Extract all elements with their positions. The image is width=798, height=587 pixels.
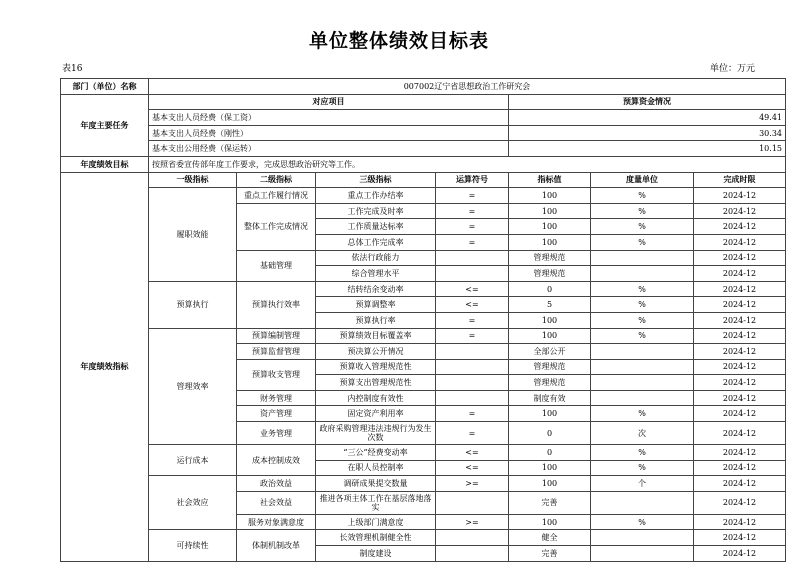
deadline: 2024-12: [694, 344, 786, 360]
performance-table: [60, 78, 786, 562]
level3-indicator: 推进各项主体工作在基层落地落实: [316, 491, 436, 514]
operator: =: [436, 406, 509, 422]
measure-unit: %: [591, 219, 694, 235]
measure-unit: %: [591, 445, 694, 461]
deadline: 2024-12: [694, 546, 786, 562]
indicator-value: 0: [509, 445, 591, 461]
measure-unit: 个: [591, 476, 694, 492]
header-l1: 一级指标: [149, 172, 237, 188]
level3-indicator: 长效管理机制健全性: [316, 530, 436, 546]
level1-indicator: 履职效能: [149, 188, 237, 282]
indicator-value: 管理规范: [509, 250, 591, 266]
level1-indicator: 管理效率: [149, 328, 237, 445]
dept-value: 007002辽宁省思想政治工作研究会: [149, 79, 786, 95]
indicator-value: 管理规范: [509, 375, 591, 391]
header-val: 指标值: [509, 172, 591, 188]
indicator-value: 健全: [509, 530, 591, 546]
deadline: 2024-12: [694, 530, 786, 546]
measure-unit: [591, 390, 694, 406]
level2-indicator: 业务管理: [237, 422, 316, 445]
indicator-value: 全部公开: [509, 344, 591, 360]
level3-indicator: 内控制度有效性: [316, 390, 436, 406]
indicator-value: 管理规范: [509, 266, 591, 282]
indicator-row: [61, 281, 786, 297]
deadline: 2024-12: [694, 514, 786, 530]
operator: =: [436, 188, 509, 204]
level3-indicator: 结转结余变动率: [316, 281, 436, 297]
measure-unit: %: [591, 328, 694, 344]
level3-indicator: 在职人员控制率: [316, 460, 436, 476]
indicator-row: [61, 530, 786, 546]
operator: [436, 375, 509, 391]
indicator-row: [61, 476, 786, 492]
header-op: 运算符号: [436, 172, 509, 188]
indicator-value: 100: [509, 203, 591, 219]
deadline: 2024-12: [694, 445, 786, 461]
level3-indicator: 固定资产利用率: [316, 406, 436, 422]
level2-indicator: 预算执行效率: [237, 281, 316, 328]
level2-indicator: 整体工作完成情况: [237, 203, 316, 250]
level3-indicator: 综合管理水平: [316, 266, 436, 282]
level2-indicator: 资产管理: [237, 406, 316, 422]
measure-unit: %: [591, 281, 694, 297]
level2-indicator: 财务管理: [237, 390, 316, 406]
measure-unit: %: [591, 203, 694, 219]
operator: [436, 491, 509, 514]
deadline: 2024-12: [694, 188, 786, 204]
deadline: 2024-12: [694, 460, 786, 476]
level3-indicator: 预算收入管理规范性: [316, 359, 436, 375]
level1-indicator: 可持续性: [149, 530, 237, 561]
indicator-value: 完善: [509, 491, 591, 514]
tasks-header-row: [61, 94, 786, 110]
deadline: 2024-12: [694, 312, 786, 328]
indicator-value: 100: [509, 219, 591, 235]
goal-label: 年度绩效目标: [61, 156, 149, 172]
task-item: 基本支出人员经费（刚性）: [149, 125, 509, 141]
page-title: 单位整体绩效目标表: [308, 30, 489, 52]
indicator-value: 100: [509, 328, 591, 344]
dept-label: 部门（单位）名称: [61, 79, 149, 95]
table-number: 表16: [62, 64, 83, 74]
operator: =: [436, 219, 509, 235]
operator: [436, 359, 509, 375]
deadline: 2024-12: [694, 234, 786, 250]
deadline: 2024-12: [694, 266, 786, 282]
measure-unit: %: [591, 406, 694, 422]
level1-indicator: 运行成本: [149, 445, 237, 476]
level3-indicator: “三公”经费变动率: [316, 445, 436, 461]
operator: =: [436, 328, 509, 344]
indicator-header-row: [61, 172, 786, 188]
level3-indicator: 预决算公开情况: [316, 344, 436, 360]
indicator-value: 5: [509, 297, 591, 313]
measure-unit: [591, 530, 694, 546]
level3-indicator: 重点工作办结率: [316, 188, 436, 204]
measure-unit: [591, 250, 694, 266]
level2-indicator: 预算编制管理: [237, 328, 316, 344]
tasks-col-item: 对应项目: [149, 94, 509, 110]
measure-unit: [591, 359, 694, 375]
operator: [436, 530, 509, 546]
deadline: 2024-12: [694, 297, 786, 313]
operator: [436, 266, 509, 282]
indicator-value: 100: [509, 234, 591, 250]
measure-unit: %: [591, 297, 694, 313]
indicator-value: 100: [509, 476, 591, 492]
task-item: 基本支出公用经费（保运转）: [149, 141, 509, 157]
level2-indicator: 成本控制成效: [237, 445, 316, 476]
level3-indicator: 工作质量达标率: [316, 219, 436, 235]
level1-indicator: 预算执行: [149, 281, 237, 328]
level1-indicator: 社会效应: [149, 476, 237, 530]
deadline: 2024-12: [694, 203, 786, 219]
measure-unit: [591, 491, 694, 514]
measure-unit: %: [591, 514, 694, 530]
goal-text: 按照省委宣传部年度工作要求，完成思想政治研究等工作。: [149, 156, 786, 172]
indicator-value: 100: [509, 514, 591, 530]
deadline: 2024-12: [694, 422, 786, 445]
level3-indicator: 政府采购管理违法违规行为发生次数: [316, 422, 436, 445]
deadline: 2024-12: [694, 359, 786, 375]
deadline: 2024-12: [694, 328, 786, 344]
measure-unit: [591, 375, 694, 391]
header-time: 完成时限: [694, 172, 786, 188]
operator: <=: [436, 445, 509, 461]
indicator-value: 完善: [509, 546, 591, 562]
operator: [436, 344, 509, 360]
indicators-label: 年度绩效指标: [61, 172, 149, 561]
operator: <=: [436, 281, 509, 297]
goal-row: [61, 156, 786, 172]
level2-indicator: 服务对象满意度: [237, 514, 316, 530]
level3-indicator: 预算绩效目标覆盖率: [316, 328, 436, 344]
operator: [436, 546, 509, 562]
task-budget: 10.15: [509, 141, 786, 157]
indicator-value: 0: [509, 281, 591, 297]
deadline: 2024-12: [694, 491, 786, 514]
measure-unit: [591, 266, 694, 282]
level2-indicator: 体制机制改革: [237, 530, 316, 561]
indicator-value: 0: [509, 422, 591, 445]
task-row: [61, 110, 786, 126]
measure-unit: %: [591, 460, 694, 476]
level3-indicator: 总体工作完成率: [316, 234, 436, 250]
tasks-label: 年度主要任务: [61, 94, 149, 156]
header-l2: 二级指标: [237, 172, 316, 188]
measure-unit: %: [591, 188, 694, 204]
indicator-value: 100: [509, 406, 591, 422]
level3-indicator: 制度建设: [316, 546, 436, 562]
measure-unit: [591, 546, 694, 562]
level3-indicator: 调研成果提交数量: [316, 476, 436, 492]
indicator-row: [61, 445, 786, 461]
operator: <=: [436, 460, 509, 476]
operator: =: [436, 234, 509, 250]
operator: <=: [436, 297, 509, 313]
indicator-value: 100: [509, 460, 591, 476]
operator: >=: [436, 476, 509, 492]
deadline: 2024-12: [694, 281, 786, 297]
tasks-col-budget: 预算资金情况: [509, 94, 786, 110]
task-row: [61, 125, 786, 141]
deadline: 2024-12: [694, 476, 786, 492]
header-unit: 度量单位: [591, 172, 694, 188]
deadline: 2024-12: [694, 375, 786, 391]
operator: =: [436, 312, 509, 328]
measure-unit: [591, 344, 694, 360]
indicator-row: [61, 188, 786, 204]
operator: =: [436, 203, 509, 219]
level3-indicator: 上级部门满意度: [316, 514, 436, 530]
operator: [436, 250, 509, 266]
deadline: 2024-12: [694, 390, 786, 406]
level3-indicator: 依法行政能力: [316, 250, 436, 266]
level2-indicator: 重点工作履行情况: [237, 188, 316, 204]
task-budget: 49.41: [509, 110, 786, 126]
task-row: [61, 141, 786, 157]
indicator-value: 制度有效: [509, 390, 591, 406]
deadline: 2024-12: [694, 250, 786, 266]
measure-unit: %: [591, 234, 694, 250]
indicator-value: 100: [509, 188, 591, 204]
indicator-row: [61, 328, 786, 344]
deadline: 2024-12: [694, 219, 786, 235]
deadline: 2024-12: [694, 406, 786, 422]
level2-indicator: 预算收支管理: [237, 359, 316, 390]
level3-indicator: 预算执行率: [316, 312, 436, 328]
operator: =: [436, 422, 509, 445]
level3-indicator: 预算支出管理规范性: [316, 375, 436, 391]
dept-row: [61, 79, 786, 95]
operator: >=: [436, 514, 509, 530]
task-item: 基本支出人员经费（保工资）: [149, 110, 509, 126]
unit-label: 单位：万元: [709, 64, 755, 74]
measure-unit: %: [591, 312, 694, 328]
level2-indicator: 预算监督管理: [237, 344, 316, 360]
indicator-value: 100: [509, 312, 591, 328]
level3-indicator: 工作完成及时率: [316, 203, 436, 219]
level2-indicator: 政治效益: [237, 476, 316, 492]
level3-indicator: 预算调整率: [316, 297, 436, 313]
task-budget: 30.34: [509, 125, 786, 141]
header-l3: 三级指标: [316, 172, 436, 188]
operator: [436, 390, 509, 406]
level2-indicator: 基础管理: [237, 250, 316, 281]
measure-unit: 次: [591, 422, 694, 445]
level2-indicator: 社会效益: [237, 491, 316, 514]
indicator-value: 管理规范: [509, 359, 591, 375]
